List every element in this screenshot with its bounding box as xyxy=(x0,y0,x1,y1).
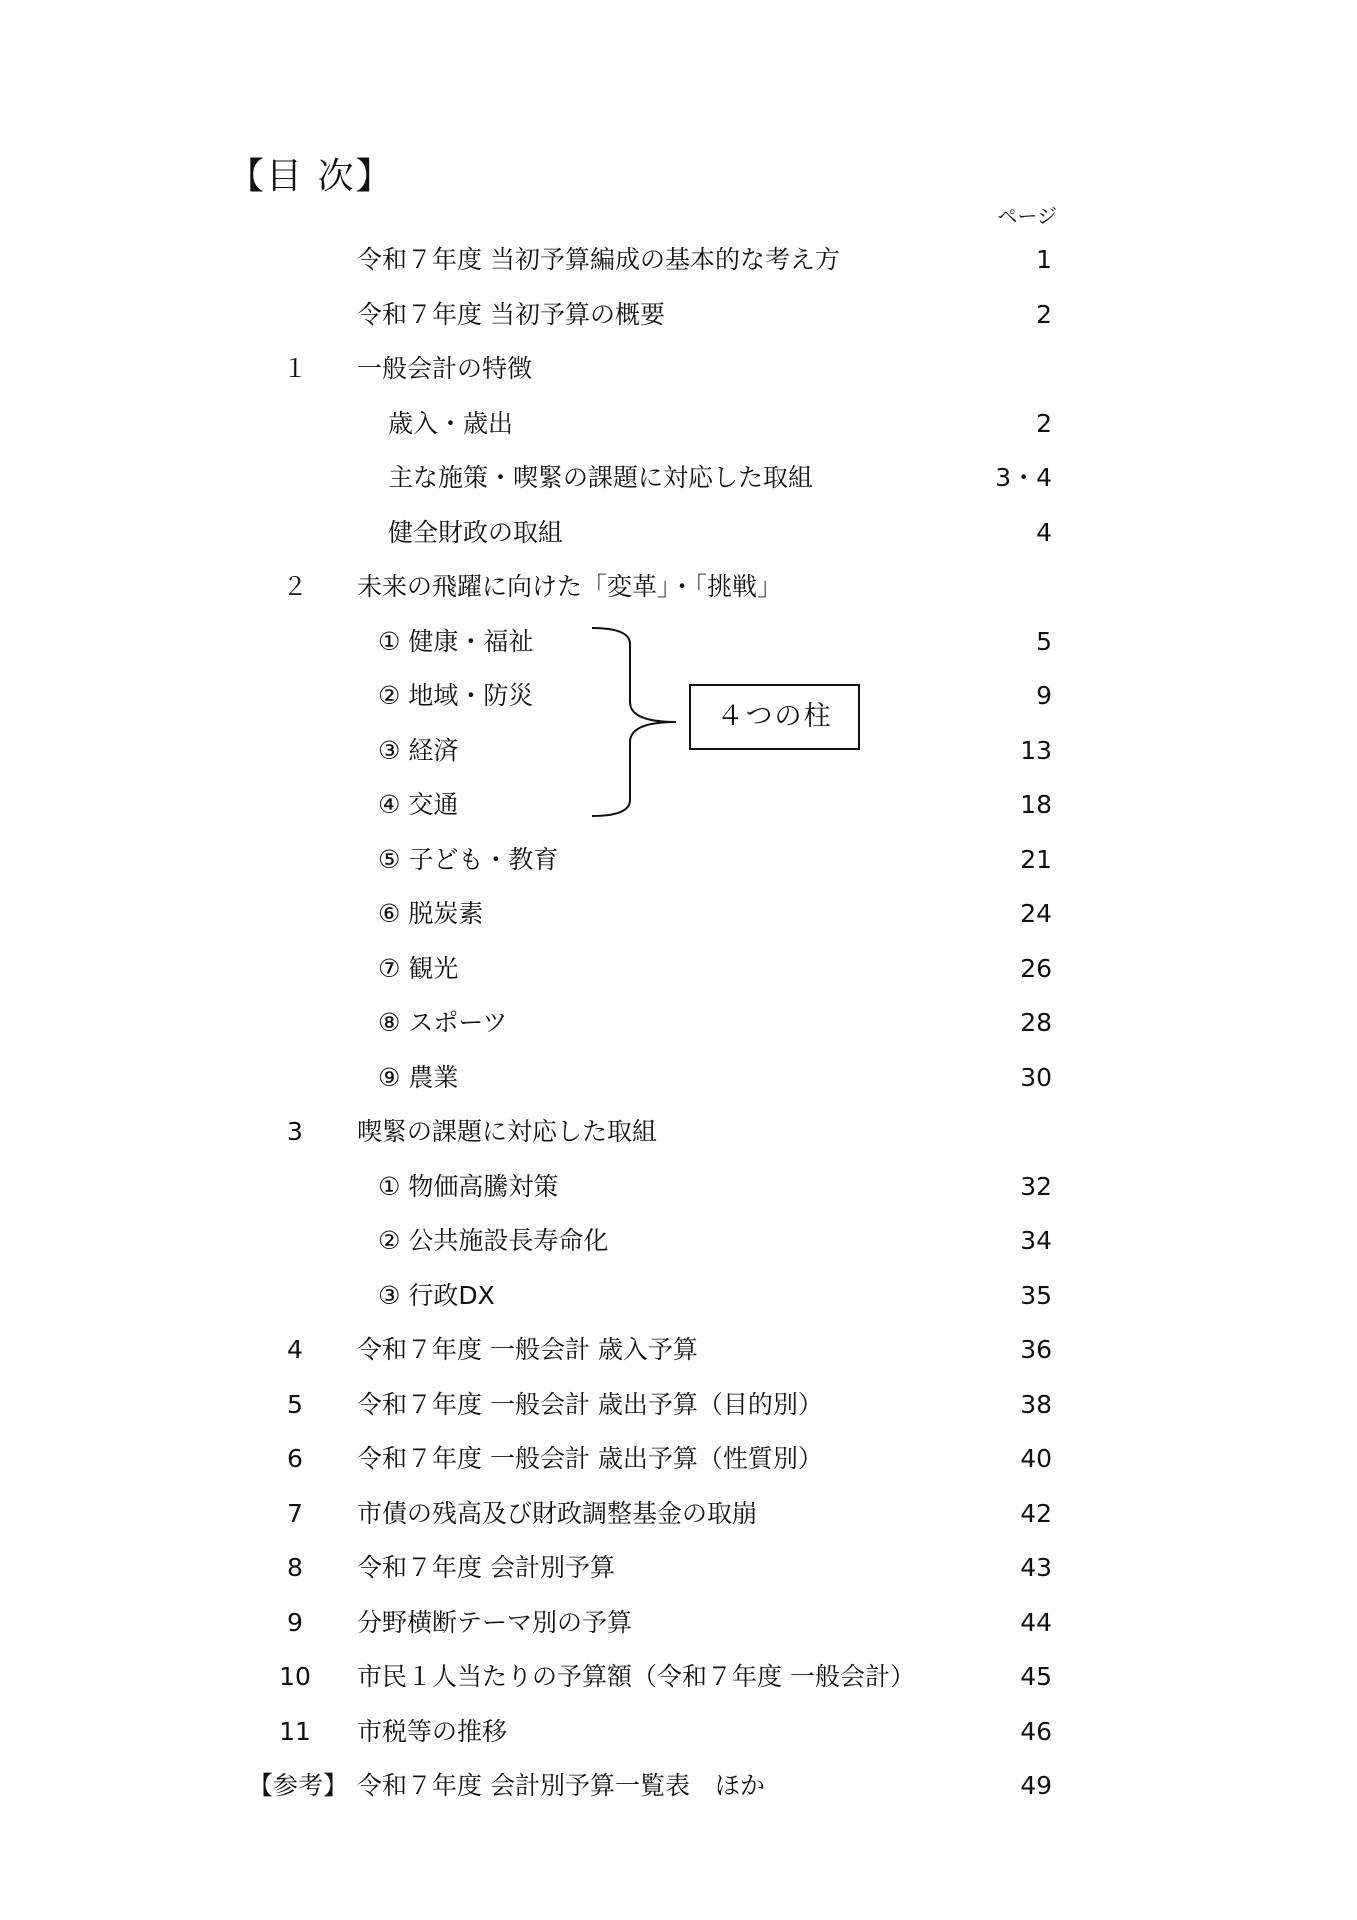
toc-row[interactable] xyxy=(0,1439,1357,1479)
toc-row-page: 44 xyxy=(1020,1608,1052,1637)
toc-row[interactable] xyxy=(0,1548,1357,1588)
toc-row-label: ⑧ スポーツ xyxy=(378,1008,508,1037)
toc-row[interactable] xyxy=(0,949,1357,989)
toc-row-page: 2 xyxy=(1036,409,1052,438)
toc-row[interactable] xyxy=(0,1494,1357,1534)
toc-row-page: 42 xyxy=(1020,1499,1052,1528)
toc-row[interactable] xyxy=(0,1167,1357,1207)
toc-row-page: 45 xyxy=(1020,1662,1052,1691)
toc-row[interactable] xyxy=(0,1276,1357,1316)
toc-row-label: 令和７年度 当初予算の概要 xyxy=(357,300,665,329)
toc-row-label: ② 公共施設長寿命化 xyxy=(378,1226,609,1255)
toc-row-page: 3・4 xyxy=(995,463,1052,492)
toc-row-label: 令和７年度 会計別予算 xyxy=(357,1553,615,1582)
toc-row-label: 令和７年度 当初予算編成の基本的な考え方 xyxy=(357,245,840,274)
toc-row-page: 28 xyxy=(1020,1008,1052,1037)
toc-row-label: ① 物価高騰対策 xyxy=(378,1172,559,1201)
toc-row-number: ２ xyxy=(282,572,308,601)
toc-row-label: 市債の残高及び財政調整基金の取崩 xyxy=(357,1499,758,1528)
toc-row-label: ③ 経済 xyxy=(378,736,459,765)
toc-row-page: 5 xyxy=(1036,627,1052,656)
toc-row-label: ⑥ 脱炭素 xyxy=(378,899,484,928)
toc-row-page: 38 xyxy=(1020,1390,1052,1419)
toc-row[interactable] xyxy=(0,567,1357,607)
toc-row[interactable] xyxy=(0,1766,1357,1806)
toc-row[interactable] xyxy=(0,1603,1357,1643)
toc-row-number: 9 xyxy=(287,1608,303,1637)
toc-row-number: 7 xyxy=(287,1499,303,1528)
toc-row-page: 24 xyxy=(1020,899,1052,928)
toc-row-page: 40 xyxy=(1020,1444,1052,1473)
toc-row-label: 令和７年度 一般会計 歳入予算 xyxy=(357,1335,698,1364)
toc-row-page: 26 xyxy=(1020,954,1052,983)
toc-row[interactable] xyxy=(0,894,1357,934)
toc-row-number: 8 xyxy=(287,1553,303,1582)
toc-row[interactable] xyxy=(0,295,1357,335)
toc-row-number: 5 xyxy=(287,1390,303,1419)
toc-row-label: ② 地域・防災 xyxy=(378,681,534,710)
toc-row-label: 令和７年度 一般会計 歳出予算（目的別） xyxy=(357,1390,823,1419)
curly-brace xyxy=(590,624,690,820)
toc-row-number: 6 xyxy=(287,1444,303,1473)
toc-row-label: ⑤ 子ども・教育 xyxy=(378,845,559,874)
toc-row-page: 18 xyxy=(1020,790,1052,819)
toc-row[interactable] xyxy=(0,513,1357,553)
toc-row-number: 4 xyxy=(287,1335,303,1364)
toc-row-page: 1 xyxy=(1036,245,1052,274)
toc-row-number: 3 xyxy=(287,1117,303,1146)
toc-row[interactable] xyxy=(0,404,1357,444)
toc-row-number: 11 xyxy=(279,1717,311,1746)
toc-row-page: 46 xyxy=(1020,1717,1052,1746)
toc-title: 【目 次】 xyxy=(228,156,394,197)
toc-row-page: 32 xyxy=(1020,1172,1052,1201)
toc-row[interactable] xyxy=(0,840,1357,880)
toc-row[interactable] xyxy=(0,1330,1357,1370)
toc-row-label: 未来の飛躍に向けた「変革」・「挑戦」 xyxy=(357,572,783,601)
toc-row-page: 36 xyxy=(1020,1335,1052,1364)
toc-row-label: 市税等の推移 xyxy=(357,1717,508,1746)
toc-row-page: 2 xyxy=(1036,300,1052,329)
toc-row-label: ① 健康・福祉 xyxy=(378,627,534,656)
toc-row[interactable] xyxy=(0,1058,1357,1098)
toc-row[interactable] xyxy=(0,458,1357,498)
toc-row-label: ③ 行政DX xyxy=(378,1281,495,1310)
toc-row-page: 13 xyxy=(1020,736,1052,765)
toc-row[interactable] xyxy=(0,1657,1357,1697)
toc-row-page: 9 xyxy=(1036,681,1052,710)
toc-row-page: 35 xyxy=(1020,1281,1052,1310)
toc-row[interactable] xyxy=(0,1003,1357,1043)
toc-row[interactable] xyxy=(0,1221,1357,1261)
page-column-header: ページ xyxy=(997,204,1057,228)
toc-row[interactable] xyxy=(0,349,1357,389)
toc-row-label: 歳入・歳出 xyxy=(388,409,514,438)
toc-row-page: 21 xyxy=(1020,845,1052,874)
pillar-label-box: ４つの柱 xyxy=(689,684,860,750)
toc-row-page: 30 xyxy=(1020,1063,1052,1092)
toc-row[interactable] xyxy=(0,1112,1357,1152)
toc-row-label: 一般会計の特徴 xyxy=(357,354,533,383)
toc-row-label: 主な施策・喫緊の課題に対応した取組 xyxy=(388,463,814,492)
toc-row-number: 【参考】 xyxy=(247,1771,348,1800)
toc-row-label: 健全財政の取組 xyxy=(388,518,564,547)
toc-row-label: ⑨ 農業 xyxy=(378,1063,459,1092)
toc-row-page: 34 xyxy=(1020,1226,1052,1255)
toc-row-number: 10 xyxy=(279,1662,311,1691)
toc-row-label: 令和７年度 会計別予算一覧表 ほか xyxy=(357,1771,765,1800)
toc-row-page: 49 xyxy=(1020,1771,1052,1800)
toc-row-label: 喫緊の課題に対応した取組 xyxy=(357,1117,658,1146)
toc-row[interactable] xyxy=(0,240,1357,280)
toc-row-number: １ xyxy=(282,354,308,383)
toc-row-label: ④ 交通 xyxy=(378,790,459,819)
toc-row[interactable] xyxy=(0,1712,1357,1752)
toc-row-page: 43 xyxy=(1020,1553,1052,1582)
toc-row-label: 市民１人当たりの予算額（令和７年度 一般会計） xyxy=(357,1662,915,1691)
toc-row-label: ⑦ 観光 xyxy=(378,954,459,983)
toc-row-label: 令和７年度 一般会計 歳出予算（性質別） xyxy=(357,1444,823,1473)
toc-row-label: 分野横断テーマ別の予算 xyxy=(357,1608,633,1637)
toc-row[interactable] xyxy=(0,1385,1357,1425)
toc-row-page: 4 xyxy=(1036,518,1052,547)
